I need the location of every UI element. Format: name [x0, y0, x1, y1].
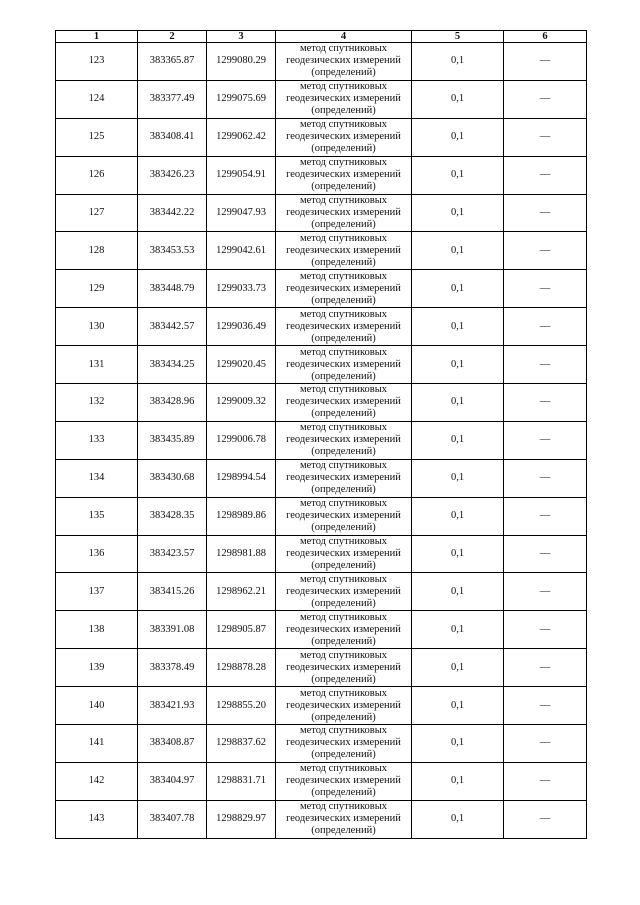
- point-number: 129: [56, 270, 138, 308]
- table-row: [56, 459, 587, 497]
- coord-y: 1298981.88: [207, 535, 276, 573]
- table-row: [56, 497, 587, 535]
- note-dash: —: [504, 270, 587, 308]
- method-line: геодезических измерений: [286, 93, 401, 105]
- method-line: метод спутниковых: [299, 573, 388, 585]
- method-cell: [276, 156, 412, 194]
- method-cell: [276, 611, 412, 649]
- note-dash: —: [504, 725, 587, 763]
- method-cell: [276, 497, 412, 535]
- point-number: 136: [56, 535, 138, 573]
- coord-x: 383421.93: [138, 687, 207, 725]
- method-line: (определений): [311, 408, 376, 420]
- accuracy-value: 0,1: [412, 725, 504, 763]
- method-line: (определений): [311, 635, 376, 647]
- coord-x: 383430.68: [138, 459, 207, 497]
- method-line: геодезических измерений: [286, 434, 401, 446]
- accuracy-value: 0,1: [412, 535, 504, 573]
- table-header-row: [56, 31, 587, 43]
- note-dash: —: [504, 308, 587, 346]
- coord-y: 1299033.73: [207, 270, 276, 308]
- table-row: [56, 687, 587, 725]
- coord-x: 383391.08: [138, 611, 207, 649]
- point-number: 142: [56, 762, 138, 800]
- method-cell: [276, 346, 412, 384]
- method-line: (определений): [311, 787, 376, 799]
- coord-y: 1299009.32: [207, 384, 276, 422]
- method-line: метод спутниковых: [299, 119, 388, 131]
- method-line: геодезических измерений: [286, 282, 401, 294]
- method-line: геодезических измерений: [286, 737, 401, 749]
- method-line: геодезических измерений: [286, 661, 401, 673]
- method-line: (определений): [311, 294, 376, 306]
- note-dash: —: [504, 346, 587, 384]
- coord-x: 383415.26: [138, 573, 207, 611]
- header-col-1: 1: [56, 31, 138, 43]
- point-number: 131: [56, 346, 138, 384]
- method-line: геодезических измерений: [286, 169, 401, 181]
- method-line: метод спутниковых: [299, 195, 388, 206]
- method-cell: [276, 118, 412, 156]
- table-row: [56, 156, 587, 194]
- accuracy-value: 0,1: [412, 308, 504, 346]
- table-row: [56, 725, 587, 763]
- method-line: (определений): [311, 67, 376, 79]
- note-dash: —: [504, 687, 587, 725]
- method-line: геодезических измерений: [286, 55, 401, 67]
- method-line: (определений): [311, 446, 376, 458]
- method-line: (определений): [311, 560, 376, 572]
- method-line: метод спутниковых: [299, 649, 388, 661]
- method-line: метод спутниковых: [299, 270, 388, 282]
- method-line: метод спутниковых: [299, 460, 388, 472]
- method-line: геодезических измерений: [286, 548, 401, 560]
- method-cell: [276, 725, 412, 763]
- method-line: геодезических измерений: [286, 396, 401, 408]
- point-number: 134: [56, 459, 138, 497]
- accuracy-value: 0,1: [412, 80, 504, 118]
- table-row: [56, 118, 587, 156]
- coord-x: 383377.49: [138, 80, 207, 118]
- method-line: (определений): [311, 181, 376, 193]
- header-col-6: 6: [504, 31, 587, 43]
- coord-x: 383442.22: [138, 194, 207, 232]
- point-number: 126: [56, 156, 138, 194]
- method-line: (определений): [311, 825, 376, 837]
- accuracy-value: 0,1: [412, 497, 504, 535]
- point-number: 135: [56, 497, 138, 535]
- coord-y: 1299075.69: [207, 80, 276, 118]
- coord-x: 383407.78: [138, 800, 207, 838]
- accuracy-value: 0,1: [412, 232, 504, 270]
- note-dash: —: [504, 384, 587, 422]
- note-dash: —: [504, 535, 587, 573]
- note-dash: —: [504, 459, 587, 497]
- table-row: [56, 346, 587, 384]
- coord-x: 383426.23: [138, 156, 207, 194]
- table-row: [56, 762, 587, 800]
- point-number: 138: [56, 611, 138, 649]
- table-row: [56, 611, 587, 649]
- method-cell: [276, 535, 412, 573]
- method-cell: [276, 270, 412, 308]
- coord-y: 1299047.93: [207, 194, 276, 232]
- coord-y: 1299054.91: [207, 156, 276, 194]
- method-line: метод спутниковых: [299, 422, 388, 434]
- method-line: геодезических измерений: [286, 131, 401, 143]
- method-line: (определений): [311, 143, 376, 155]
- accuracy-value: 0,1: [412, 573, 504, 611]
- coord-x: 383408.41: [138, 118, 207, 156]
- method-line: метод спутниковых: [299, 763, 388, 775]
- note-dash: —: [504, 194, 587, 232]
- method-cell: [276, 649, 412, 687]
- method-line: геодезических измерений: [286, 207, 401, 218]
- coord-y: 1298829.97: [207, 800, 276, 838]
- method-line: метод спутниковых: [299, 687, 388, 699]
- accuracy-value: 0,1: [412, 43, 504, 81]
- method-line: геодезических измерений: [286, 510, 401, 522]
- method-line: метод спутниковых: [299, 536, 388, 548]
- coord-y: 1298905.87: [207, 611, 276, 649]
- note-dash: —: [504, 156, 587, 194]
- table-row: [56, 800, 587, 838]
- coord-y: 1299006.78: [207, 421, 276, 459]
- coord-x: 383453.53: [138, 232, 207, 270]
- coord-y: 1299020.45: [207, 346, 276, 384]
- note-dash: —: [504, 118, 587, 156]
- accuracy-value: 0,1: [412, 762, 504, 800]
- coord-x: 383404.97: [138, 762, 207, 800]
- coord-x: 383428.35: [138, 497, 207, 535]
- coord-y: 1298989.86: [207, 497, 276, 535]
- coord-x: 383378.49: [138, 649, 207, 687]
- method-line: (определений): [311, 711, 376, 723]
- accuracy-value: 0,1: [412, 800, 504, 838]
- method-cell: [276, 308, 412, 346]
- point-number: 137: [56, 573, 138, 611]
- method-cell: [276, 421, 412, 459]
- note-dash: —: [504, 762, 587, 800]
- method-line: (определений): [311, 522, 376, 534]
- point-number: 130: [56, 308, 138, 346]
- table-row: [56, 308, 587, 346]
- table-row: [56, 384, 587, 422]
- method-line: метод спутниковых: [299, 232, 388, 244]
- accuracy-value: 0,1: [412, 194, 504, 232]
- method-line: метод спутниковых: [299, 611, 388, 623]
- table-row: [56, 573, 587, 611]
- coord-y: 1299036.49: [207, 308, 276, 346]
- point-number: 123: [56, 43, 138, 81]
- accuracy-value: 0,1: [412, 611, 504, 649]
- method-cell: [276, 43, 412, 81]
- note-dash: —: [504, 800, 587, 838]
- header-col-5: 5: [412, 31, 504, 43]
- coord-y: 1298994.54: [207, 459, 276, 497]
- header-col-3: 3: [207, 31, 276, 43]
- method-line: геодезических измерений: [286, 775, 401, 787]
- point-number: 124: [56, 80, 138, 118]
- coord-x: 383428.96: [138, 384, 207, 422]
- coordinates-table: [55, 30, 587, 839]
- accuracy-value: 0,1: [412, 118, 504, 156]
- point-number: 132: [56, 384, 138, 422]
- point-number: 143: [56, 800, 138, 838]
- table-row: [56, 43, 587, 81]
- method-line: метод спутниковых: [299, 81, 388, 93]
- coord-x: 383423.57: [138, 535, 207, 573]
- method-cell: [276, 80, 412, 118]
- accuracy-value: 0,1: [412, 156, 504, 194]
- method-line: (определений): [311, 484, 376, 496]
- coord-x: 383435.89: [138, 421, 207, 459]
- accuracy-value: 0,1: [412, 270, 504, 308]
- table-row: [56, 421, 587, 459]
- point-number: 139: [56, 649, 138, 687]
- coord-x: 383434.25: [138, 346, 207, 384]
- method-line: метод спутниковых: [299, 308, 388, 320]
- accuracy-value: 0,1: [412, 687, 504, 725]
- method-line: геодезических измерений: [286, 358, 401, 370]
- method-line: геодезических измерений: [286, 623, 401, 635]
- note-dash: —: [504, 497, 587, 535]
- method-line: геодезических измерений: [286, 472, 401, 484]
- table-row: [56, 232, 587, 270]
- table-body: [56, 43, 587, 839]
- table-row: [56, 649, 587, 687]
- point-number: 141: [56, 725, 138, 763]
- method-line: метод спутниковых: [299, 384, 388, 396]
- method-line: (определений): [311, 370, 376, 382]
- note-dash: —: [504, 649, 587, 687]
- coord-x: 383365.87: [138, 43, 207, 81]
- coord-x: 383442.57: [138, 308, 207, 346]
- method-cell: [276, 573, 412, 611]
- method-line: метод спутниковых: [299, 43, 388, 55]
- coord-y: 1298855.20: [207, 687, 276, 725]
- method-cell: [276, 459, 412, 497]
- table-row: [56, 194, 587, 232]
- point-number: 125: [56, 118, 138, 156]
- coord-x: 383448.79: [138, 270, 207, 308]
- method-cell: [276, 687, 412, 725]
- method-line: (определений): [311, 332, 376, 344]
- method-line: метод спутниковых: [299, 498, 388, 510]
- point-number: 140: [56, 687, 138, 725]
- method-line: геодезических измерений: [286, 244, 401, 256]
- accuracy-value: 0,1: [412, 346, 504, 384]
- coord-y: 1298878.28: [207, 649, 276, 687]
- method-line: метод спутниковых: [299, 346, 388, 358]
- point-number: 133: [56, 421, 138, 459]
- coord-y: 1299042.61: [207, 232, 276, 270]
- method-cell: [276, 194, 412, 232]
- method-line: метод спутниковых: [299, 725, 388, 737]
- accuracy-value: 0,1: [412, 649, 504, 687]
- coord-y: 1298831.71: [207, 762, 276, 800]
- method-line: метод спутниковых: [299, 801, 388, 813]
- accuracy-value: 0,1: [412, 421, 504, 459]
- method-cell: [276, 800, 412, 838]
- header-col-4: 4: [276, 31, 412, 43]
- method-line: геодезических измерений: [286, 813, 401, 825]
- method-cell: [276, 384, 412, 422]
- note-dash: —: [504, 611, 587, 649]
- method-cell: [276, 762, 412, 800]
- table-row: [56, 270, 587, 308]
- method-line: (определений): [311, 105, 376, 117]
- header-col-2: 2: [138, 31, 207, 43]
- coord-y: 1299080.29: [207, 43, 276, 81]
- method-line: геодезических измерений: [286, 699, 401, 711]
- accuracy-value: 0,1: [412, 459, 504, 497]
- coord-y: 1299062.42: [207, 118, 276, 156]
- method-line: (определений): [311, 597, 376, 609]
- method-line: (определений): [311, 749, 376, 761]
- note-dash: —: [504, 573, 587, 611]
- method-line: метод спутниковых: [299, 157, 388, 169]
- accuracy-value: 0,1: [412, 384, 504, 422]
- point-number: 127: [56, 194, 138, 232]
- method-line: геодезических измерений: [286, 320, 401, 332]
- coord-y: 1298837.62: [207, 725, 276, 763]
- table-row: [56, 80, 587, 118]
- method-line: (определений): [311, 256, 376, 268]
- method-cell: [276, 232, 412, 270]
- table-row: [56, 535, 587, 573]
- note-dash: —: [504, 232, 587, 270]
- note-dash: —: [504, 80, 587, 118]
- note-dash: —: [504, 421, 587, 459]
- method-line: (определений): [311, 673, 376, 685]
- method-line: (определений): [311, 219, 376, 230]
- coord-x: 383408.87: [138, 725, 207, 763]
- method-line: геодезических измерений: [286, 585, 401, 597]
- note-dash: —: [504, 43, 587, 81]
- point-number: 128: [56, 232, 138, 270]
- coord-y: 1298962.21: [207, 573, 276, 611]
